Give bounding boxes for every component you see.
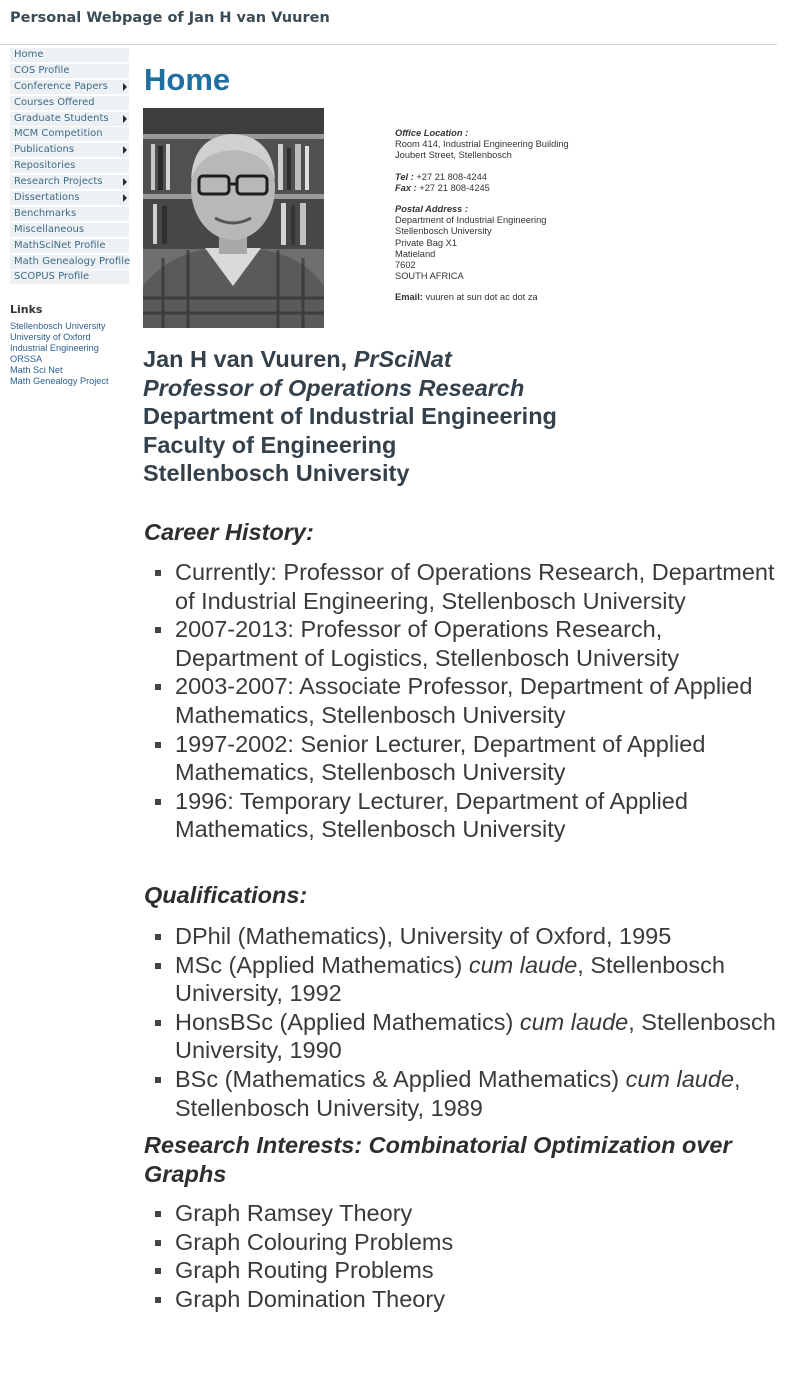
site-title: Personal Webpage of Jan H van Vuuren bbox=[10, 10, 330, 26]
nav-item-cos-profile[interactable] bbox=[10, 64, 129, 78]
site-header bbox=[0, 0, 777, 45]
tel-label: Tel : bbox=[395, 171, 414, 182]
nav-item-label: Dissertations bbox=[14, 192, 80, 204]
nav-item-graduate-students[interactable] bbox=[10, 112, 129, 126]
office-location-line: Room 414, Industrial Engineering Building bbox=[395, 139, 569, 150]
qualification-honour: cum laude bbox=[468, 951, 578, 978]
career-item: Currently: Professor of Operations Research, Department of Industrial Engineering, Stellenbosch University bbox=[154, 558, 782, 615]
office-location-line: Joubert Street, Stellenbosch bbox=[395, 150, 512, 161]
profile-name: Jan H van Vuuren, bbox=[143, 346, 354, 372]
nav-item-dissertations[interactable] bbox=[10, 191, 129, 205]
nav-item-label: Courses Offered bbox=[14, 96, 95, 108]
qualifications-list bbox=[154, 922, 782, 1122]
link-math-sci-net[interactable]: Math Sci Net bbox=[10, 365, 63, 375]
qualification-text: HonsBSc (Applied Mathematics) bbox=[175, 1008, 520, 1035]
qualification-text: , Stellenbosch University, 1990 bbox=[175, 1008, 776, 1064]
nav-item-label: Benchmarks bbox=[14, 207, 77, 219]
postal-address-line: Matieland bbox=[395, 248, 436, 259]
qualification-item bbox=[154, 922, 782, 951]
qualification-text: BSc (Mathematics & Applied Mathematics) bbox=[175, 1065, 626, 1092]
postal-address-line: Stellenbosch University bbox=[395, 226, 492, 237]
nav-item-label: Publications bbox=[14, 144, 75, 156]
career-item: 1996: Temporary Lecturer, Department of Applied Mathematics, Stellenbosch University bbox=[154, 787, 782, 844]
qualification-item bbox=[154, 1008, 782, 1065]
nav-item-label: Repositories bbox=[14, 160, 76, 172]
submenu-arrow-icon bbox=[123, 115, 127, 123]
nav-item-math-genealogy-profile[interactable] bbox=[10, 255, 129, 269]
submenu-arrow-icon bbox=[123, 83, 127, 91]
qualification-item bbox=[154, 951, 782, 1008]
nav-item-benchmarks[interactable] bbox=[10, 207, 129, 221]
tel-value: +27 21 808-4244 bbox=[413, 171, 487, 182]
telephone bbox=[395, 172, 569, 183]
link-orssa[interactable]: ORSSA bbox=[10, 354, 43, 364]
career-item: 2003-2007: Associate Professor, Department of Applied Mathematics, Stellenbosch University bbox=[154, 672, 782, 729]
submenu-arrow-icon bbox=[123, 194, 127, 202]
nav-item-label: Miscellaneous bbox=[14, 223, 85, 235]
postal-address-line: SOUTH AFRICA bbox=[395, 271, 464, 282]
nav-item-label: Home bbox=[14, 49, 44, 60]
links-heading: Links bbox=[10, 303, 43, 316]
postal-address-label: Postal Address : bbox=[395, 204, 469, 215]
nav-item-label: MathSciNet Profile bbox=[14, 239, 106, 251]
nav-item-label: SCOPUS Profile bbox=[14, 271, 90, 283]
nav-item-home[interactable] bbox=[10, 48, 129, 62]
nav-item-mathscinet-profile[interactable] bbox=[10, 239, 129, 253]
nav-item-label: COS Profile bbox=[14, 64, 70, 76]
nav-item-research-projects[interactable] bbox=[10, 175, 129, 189]
career-history-list bbox=[154, 558, 782, 844]
research-interests-heading: Research Interests: Combinatorial Optimization over Graphs bbox=[144, 1132, 732, 1187]
link-university-of-oxford[interactable]: University of Oxford bbox=[10, 332, 91, 342]
qualification-text: , Stellenbosch University, 1989 bbox=[175, 1065, 741, 1121]
office-location-label: Office Location : bbox=[395, 128, 469, 138]
nav-item-label: Research Projects bbox=[14, 176, 103, 188]
profile-name-line bbox=[143, 345, 557, 374]
qualification-text: DPhil (Mathematics), University of Oxford, 1995 bbox=[175, 923, 672, 949]
page-title: Home bbox=[144, 62, 231, 97]
qualification-honour: cum laude bbox=[519, 1008, 629, 1035]
submenu-arrow-icon bbox=[123, 178, 127, 186]
nav-item-conference-papers[interactable] bbox=[10, 80, 129, 94]
career-item: 1997-2002: Senior Lecturer, Department of Applied Mathematics, Stellenbosch University bbox=[154, 730, 782, 787]
profile-block bbox=[143, 345, 557, 488]
nav-item-label: Graduate Students bbox=[14, 112, 109, 124]
link-industrial-engineering[interactable]: Industrial Engineering bbox=[10, 343, 99, 353]
research-interests-list bbox=[154, 1199, 782, 1313]
qualification-item bbox=[154, 1065, 782, 1122]
career-item: 2007-2013: Professor of Operations Research, Department of Logistics, Stellenbosch University bbox=[154, 615, 782, 672]
nav-item-mcm-competition[interactable] bbox=[10, 127, 129, 141]
nav-item-scopus-profile[interactable] bbox=[10, 270, 129, 284]
submenu-arrow-icon bbox=[123, 146, 127, 154]
nav-item-publications[interactable] bbox=[10, 143, 129, 157]
research-item: Graph Colouring Problems bbox=[154, 1228, 782, 1257]
email-label: Email: bbox=[395, 292, 423, 303]
email-value: vuuren at sun dot ac dot za bbox=[422, 292, 538, 303]
fax bbox=[395, 183, 569, 194]
nav-item-label: Conference Papers bbox=[14, 80, 108, 92]
link-math-genealogy-project[interactable]: Math Genealogy Project bbox=[10, 376, 109, 386]
research-item: Graph Domination Theory bbox=[154, 1285, 782, 1314]
qualification-text: , Stellenbosch University, 1992 bbox=[175, 951, 725, 1007]
qualifications-heading: Qualifications: bbox=[144, 882, 308, 908]
email bbox=[395, 292, 569, 303]
links-list bbox=[10, 321, 109, 387]
contact-info bbox=[395, 128, 569, 304]
nav-item-label: MCM Competition bbox=[14, 128, 103, 140]
sidebar-nav bbox=[10, 48, 129, 286]
qualification-text: MSc (Applied Mathematics) bbox=[175, 951, 469, 978]
postal-address-line: 7602 bbox=[395, 260, 416, 271]
qualification-honour: cum laude bbox=[625, 1065, 735, 1092]
research-item: Graph Ramsey Theory bbox=[154, 1199, 782, 1228]
link-stellenbosch-university[interactable]: Stellenbosch University bbox=[10, 321, 106, 331]
profile-position: Professor of Operations Research bbox=[143, 374, 525, 401]
portrait-image bbox=[143, 108, 324, 328]
profile-faculty: Faculty of Engineering bbox=[143, 431, 397, 458]
postal-address-line: Private Bag X1 bbox=[395, 237, 458, 248]
nav-item-repositories[interactable] bbox=[10, 159, 129, 173]
research-item: Graph Routing Problems bbox=[154, 1256, 782, 1285]
profile-department: Department of Industrial Engineering bbox=[143, 403, 557, 430]
fax-label: Fax : bbox=[395, 182, 417, 193]
fax-value: +27 21 808-4245 bbox=[416, 182, 490, 193]
nav-item-courses-offered[interactable] bbox=[10, 96, 129, 110]
portrait-photo bbox=[143, 108, 324, 328]
nav-item-label: Math Genealogy Profile bbox=[14, 255, 131, 267]
nav-item-miscellaneous[interactable] bbox=[10, 223, 129, 237]
profile-designation: PrSciNat bbox=[353, 346, 452, 372]
profile-university: Stellenbosch University bbox=[143, 460, 410, 487]
postal-address-line: Department of Industrial Engineering bbox=[395, 215, 547, 226]
career-history-heading: Career History: bbox=[144, 519, 314, 545]
